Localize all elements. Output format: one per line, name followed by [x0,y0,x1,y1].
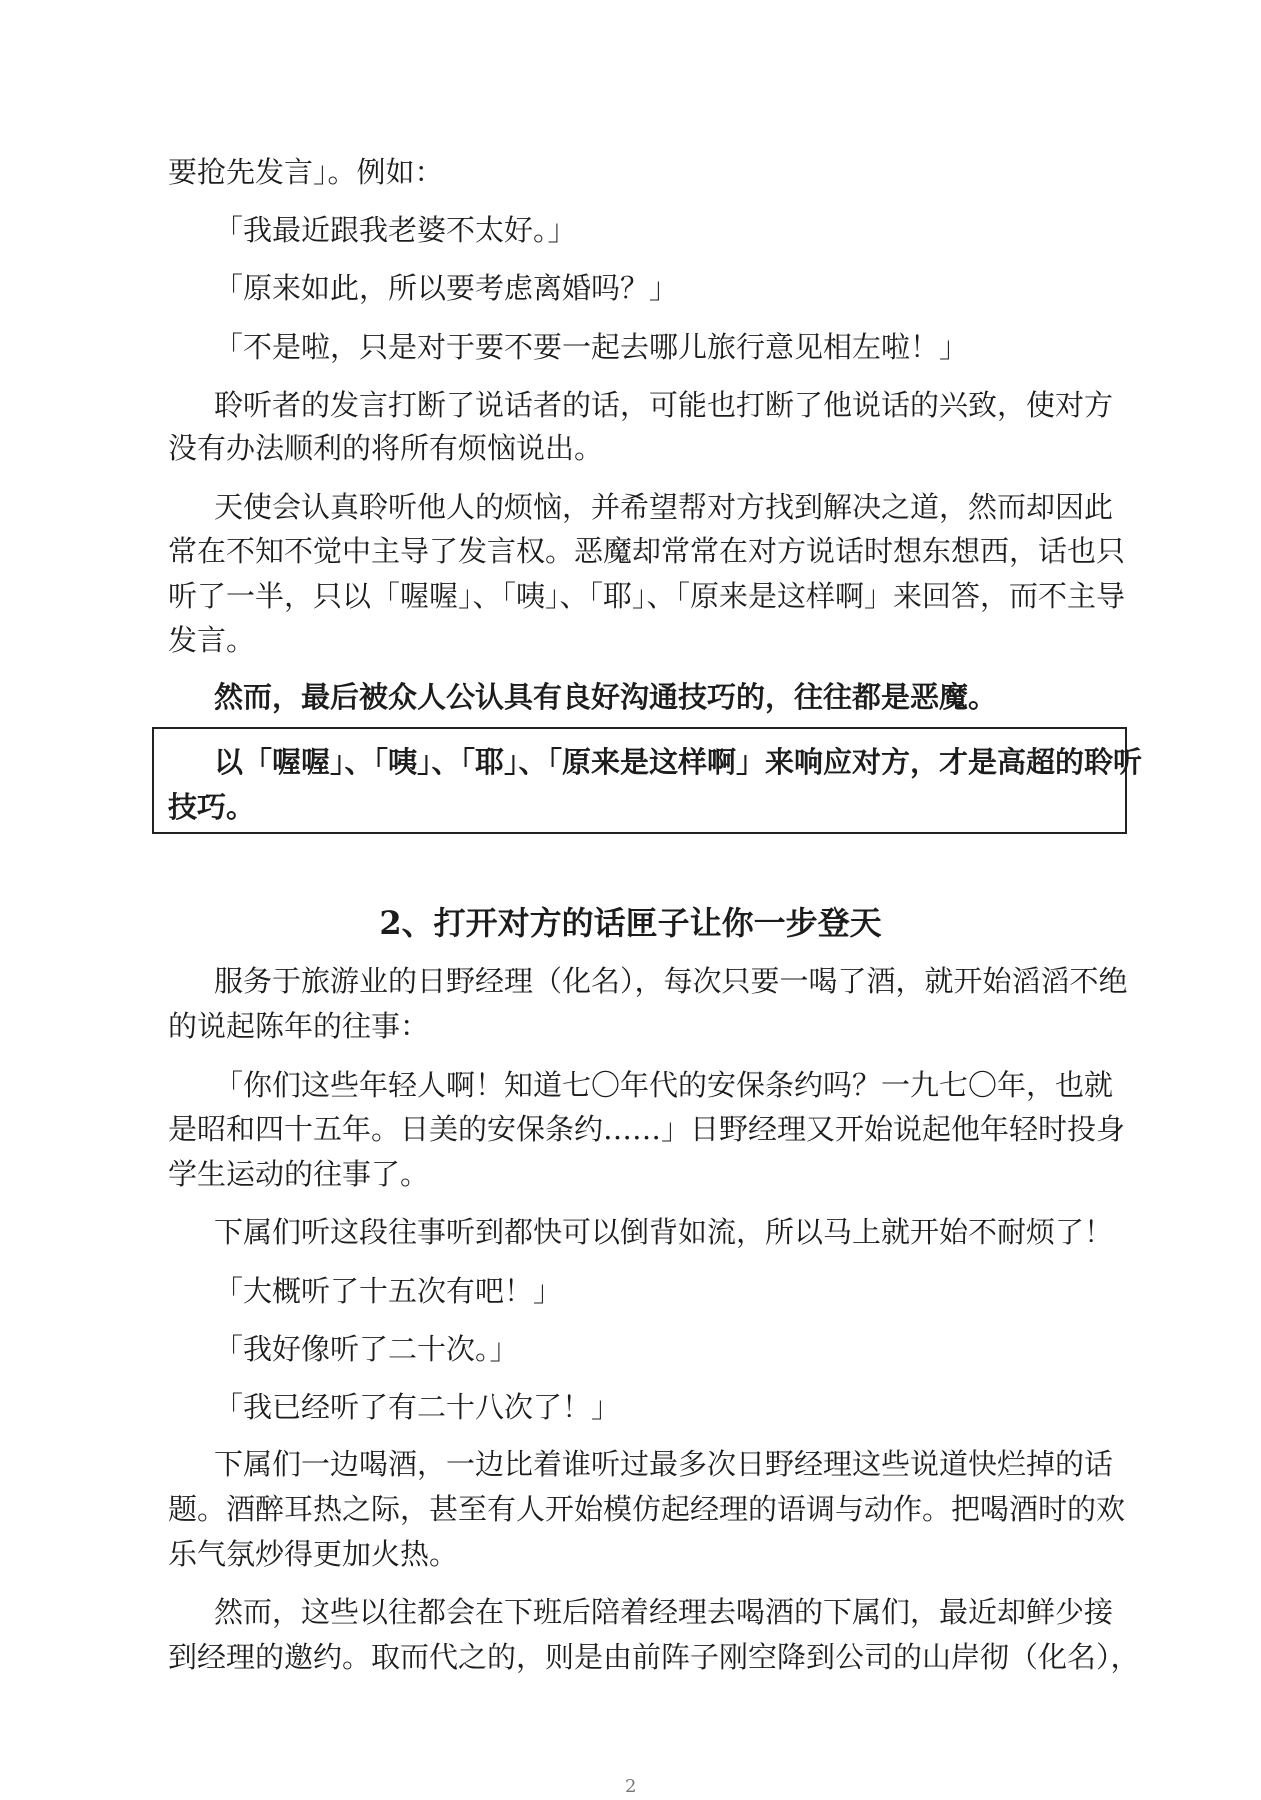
section-heading: 2、打开对方的话匣子让你一步登天 [379,904,882,942]
dialogue-line: 「我好像听了二十次。」 [214,1332,519,1366]
text-line: 题。酒醉耳热之际，甚至有人开始模仿起经理的语调与动作。把喝酒时的欢 [168,1492,1126,1526]
text-line: 没有办法顺利的将所有烦恼说出。 [168,431,604,465]
text-line: 常在不知不觉中主导了发言权。恶魔却常常在对方说话时想东想西，话也只 [168,534,1126,568]
dialogue-line: 「原来如此，所以要考虑离婚吗？」 [214,271,679,305]
text-line: 学生运动的往事了。 [168,1157,430,1191]
text-line: 乐气氛炒得更加火热。 [168,1537,459,1571]
text-line: 下属们听这段往事听到都快可以倒背如流，所以马上就开始不耐烦了！ [214,1215,1114,1249]
text-line: 天使会认真聆听他人的烦恼，并希望帮对方找到解决之道，然而却因此 [214,490,1114,524]
dialogue-line: 「不是啦，只是对于要不要一起去哪儿旅行意见相左啦！」 [214,330,969,364]
dialogue-line: 「我最近跟我老婆不太好。」 [214,213,577,247]
text-line: 「你们这些年轻人啊！知道七〇年代的安保条约吗？一九七〇年，也就 [214,1068,1114,1102]
page-number: 2 [625,1776,637,1797]
highlight-line: 以「喔喔」、「咦」、「耶」、「原来是这样啊」来响应对方，才是高超的聆听 [214,745,1143,779]
text-line: 发言。 [168,623,256,657]
text-line: 的说起陈年的往事： [168,1009,430,1043]
text-line: 下属们一边喝酒，一边比着谁听过最多次日野经理这些说道快烂掉的话 [214,1447,1114,1481]
dialogue-line: 「大概听了十五次有吧！」 [214,1274,563,1308]
dialogue-line: 「我已经听了有二十八次了！」 [214,1390,621,1424]
highlight-line: 技巧。 [168,790,256,824]
bold-statement: 然而，最后被众人公认具有良好沟通技巧的，往往都是恶魔。 [214,680,998,714]
text-line: 是昭和四十五年。日美的安保条约……」日野经理又开始说起他年轻时投身 [168,1112,1126,1146]
text-line: 服务于旅游业的日野经理（化名），每次只要一喝了酒，就开始滔滔不绝 [214,964,1128,998]
text-line: 然而，这些以往都会在下班后陪着经理去喝酒的下属们，最近却鲜少接 [214,1595,1114,1629]
text-line: 聆听者的发言打断了说话者的话，可能也打断了他说话的兴致，使对方 [214,388,1114,422]
text-line: 听了一半，只以「喔喔」、「咦」、「耶」、「原来是这样啊」来回答，而不主导 [168,579,1126,613]
text-line: 要抢先发言」。例如： [168,155,444,189]
text-line: 到经理的邀约。取而代之的，则是由前阵子刚空降到公司的山岸彻（化名）， [168,1640,1140,1674]
